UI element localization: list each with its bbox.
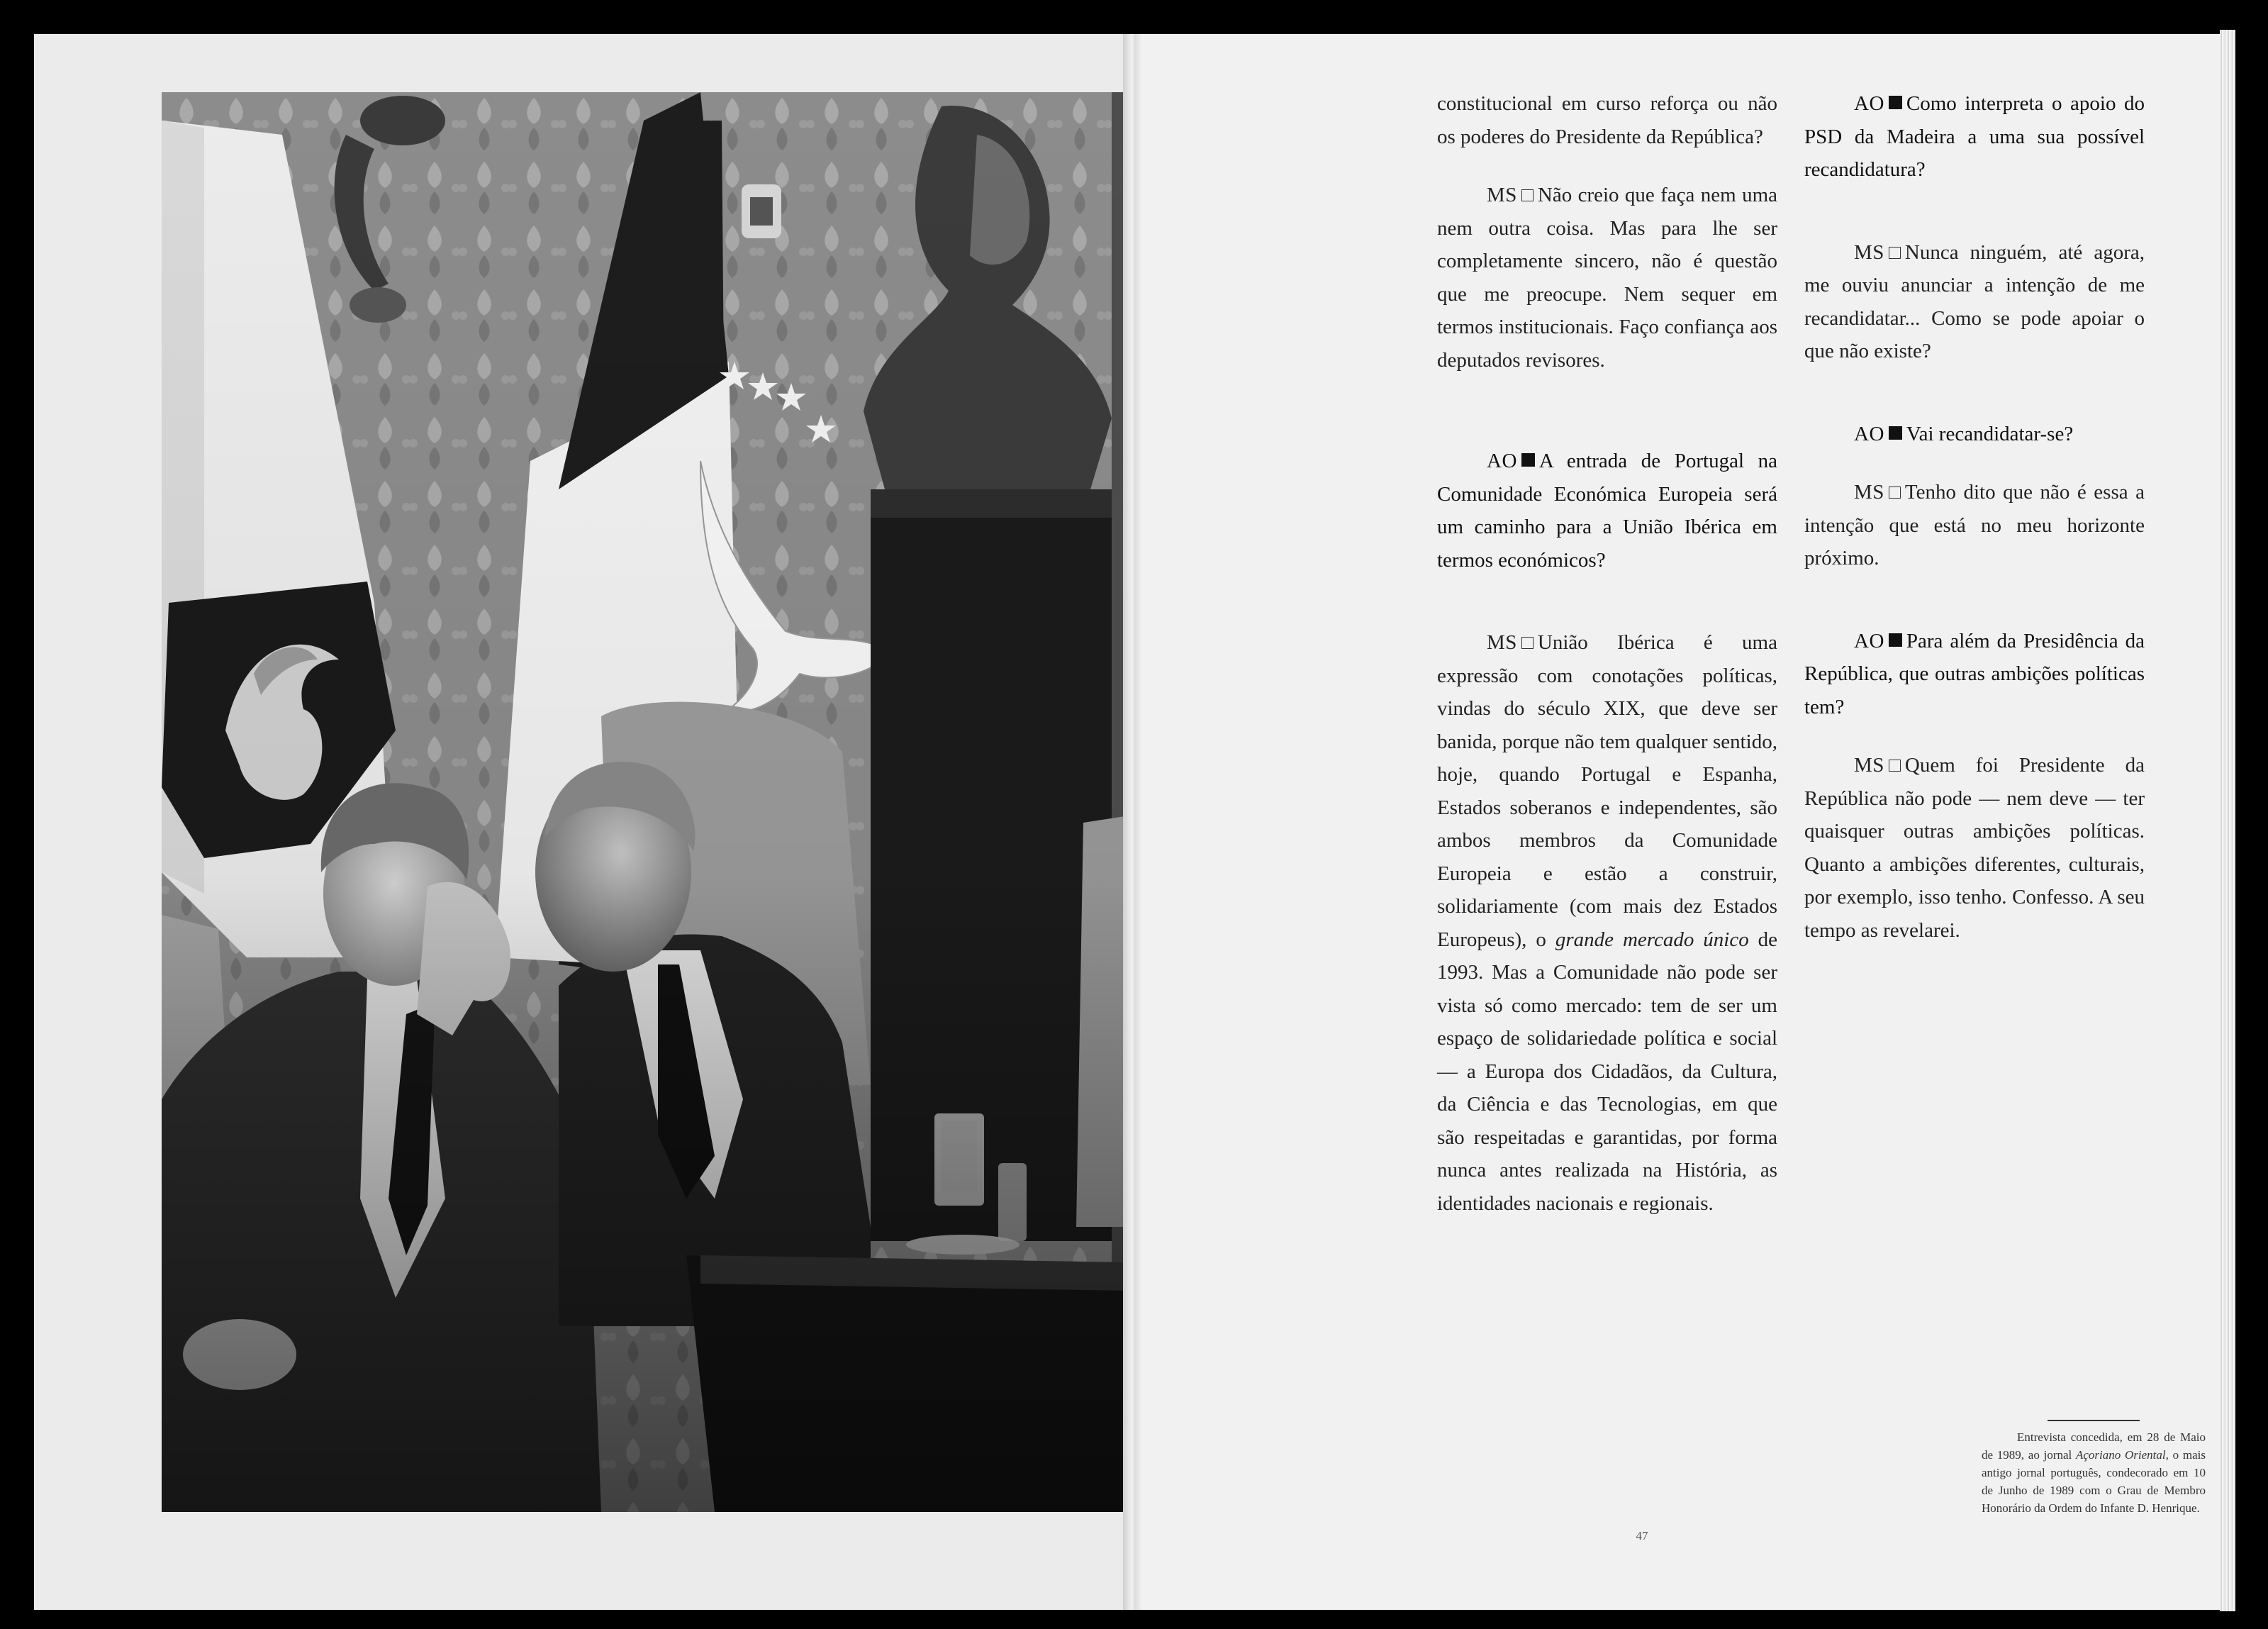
text-column-1: [1437, 87, 1777, 1220]
footnote: [1982, 1428, 2206, 1517]
footnote-text: Entrevista concedida, em 28 de Maio de 1989, ao jornal: [1982, 1430, 2206, 1462]
speaker-ao: AO: [1854, 629, 1884, 652]
paragraph-question-continuation: [1437, 87, 1777, 153]
speaker-ms: MS: [1487, 631, 1517, 654]
answer-text: Nunca ninguém, até agora, me ouviu anunciar a intenção de me recandidatar... Como se pode apoiar o que não existe?: [1804, 240, 2145, 362]
paragraph-answer-5: [1804, 749, 2145, 947]
footnote-text: , o mais antigo jornal português, condecorado em 10 de Junho de 1989 com o Grau de Membro Honorário da Ordem do Infante D. Henrique.: [1982, 1448, 2206, 1515]
filled-square-icon: [1889, 633, 1902, 647]
speaker-ms: MS: [1487, 184, 1517, 206]
paragraph-question-3: [1804, 87, 2145, 187]
question-text: A entrada de Portugal na Comunidade Económica Europeia será um caminho para a União Ibérica em termos económicos?: [1437, 450, 1777, 572]
filled-square-icon: [1521, 453, 1535, 467]
open-square-icon: [1889, 247, 1901, 259]
speaker-ms: MS: [1854, 240, 1884, 264]
answer-text: de 1993. Mas a Comunidade não pode ser vista só como mercado: tem de ser um espaço de solidariedade política e social — a Europa dos Cidadãos, da Cultura, da Ciência e das Tecnologias, em que são respeitadas e garantidas, por forma nunca antes realizada na História, as identidades nacionais e regionais.: [1437, 928, 1778, 1215]
speaker-ms: MS: [1854, 481, 1884, 504]
question-text: Como interpreta o apoio do PSD da Madeira a uma sua possível recandidatura?: [1804, 92, 2145, 181]
footnote-rule: [2048, 1420, 2140, 1421]
footnote-italic: Açoriano Oriental: [2076, 1448, 2166, 1462]
filled-square-icon: [1889, 426, 1902, 440]
left-page: [34, 34, 1134, 1610]
open-square-icon: [1889, 487, 1901, 499]
answer-text: Não creio que faça nem uma nem outra coisa. Mas para lhe ser completamente sincero, não é questão que me preocupe. Nem sequer em termos institucionais. Faço confiança aos deputados revisores.: [1437, 184, 1777, 372]
paragraph-question-5: [1804, 625, 2145, 724]
text-column-2: [1804, 87, 2145, 947]
answer-text: Quem foi Presidente da República não pode — nem deve — ter quaisquer outras ambições políticas. Quanto a ambições diferentes, culturais, por exemplo, isso tenho. Confesso. A seu tempo as revelarei.: [1804, 754, 2145, 942]
open-square-icon: [1521, 189, 1534, 201]
paragraph-answer-2: [1437, 626, 1777, 1220]
paragraph-answer-4: [1804, 476, 2145, 575]
speaker-ms: MS: [1854, 754, 1884, 777]
page-edge: [2220, 30, 2235, 1611]
answer-italic: grande mercado único: [1555, 928, 1749, 951]
paragraph-answer-1: [1437, 179, 1777, 377]
question-text: constitucional em curso reforça ou não os poderes do Presidente da República?: [1437, 92, 1777, 148]
speaker-ao: AO: [1487, 450, 1517, 472]
page-number: 47: [1636, 1529, 1648, 1542]
book-gutter: [1123, 34, 1143, 1610]
paragraph-question-2: [1437, 445, 1777, 577]
photograph: [162, 92, 1129, 1512]
question-text: Para além da Presidência da República, que outras ambições políticas tem?: [1804, 629, 2145, 718]
question-text: Vai recandidatar-se?: [1906, 422, 2074, 445]
answer-text: Tenho dito que não é essa a intenção que está no meu horizonte próximo.: [1804, 481, 2145, 569]
open-square-icon: [1889, 760, 1901, 772]
speaker-ao: AO: [1854, 422, 1884, 445]
right-page: [1142, 34, 2220, 1610]
filled-square-icon: [1889, 96, 1902, 109]
speaker-ao: AO: [1854, 92, 1884, 115]
paragraph-question-4: [1804, 418, 2145, 451]
paragraph-answer-3: [1804, 236, 2145, 368]
open-square-icon: [1521, 637, 1534, 649]
answer-text: União Ibérica é uma expressão com conotações políticas, vindas do século XIX, que deve ser banida, porque não tem qualquer sentido, hoje, quando Portugal e Espanha, Estados soberanos e independentes, são ambos membros da Comunidade Europeia e estão a construir, solidariamente (com mais dez Estados Europeus), o: [1437, 631, 1777, 951]
